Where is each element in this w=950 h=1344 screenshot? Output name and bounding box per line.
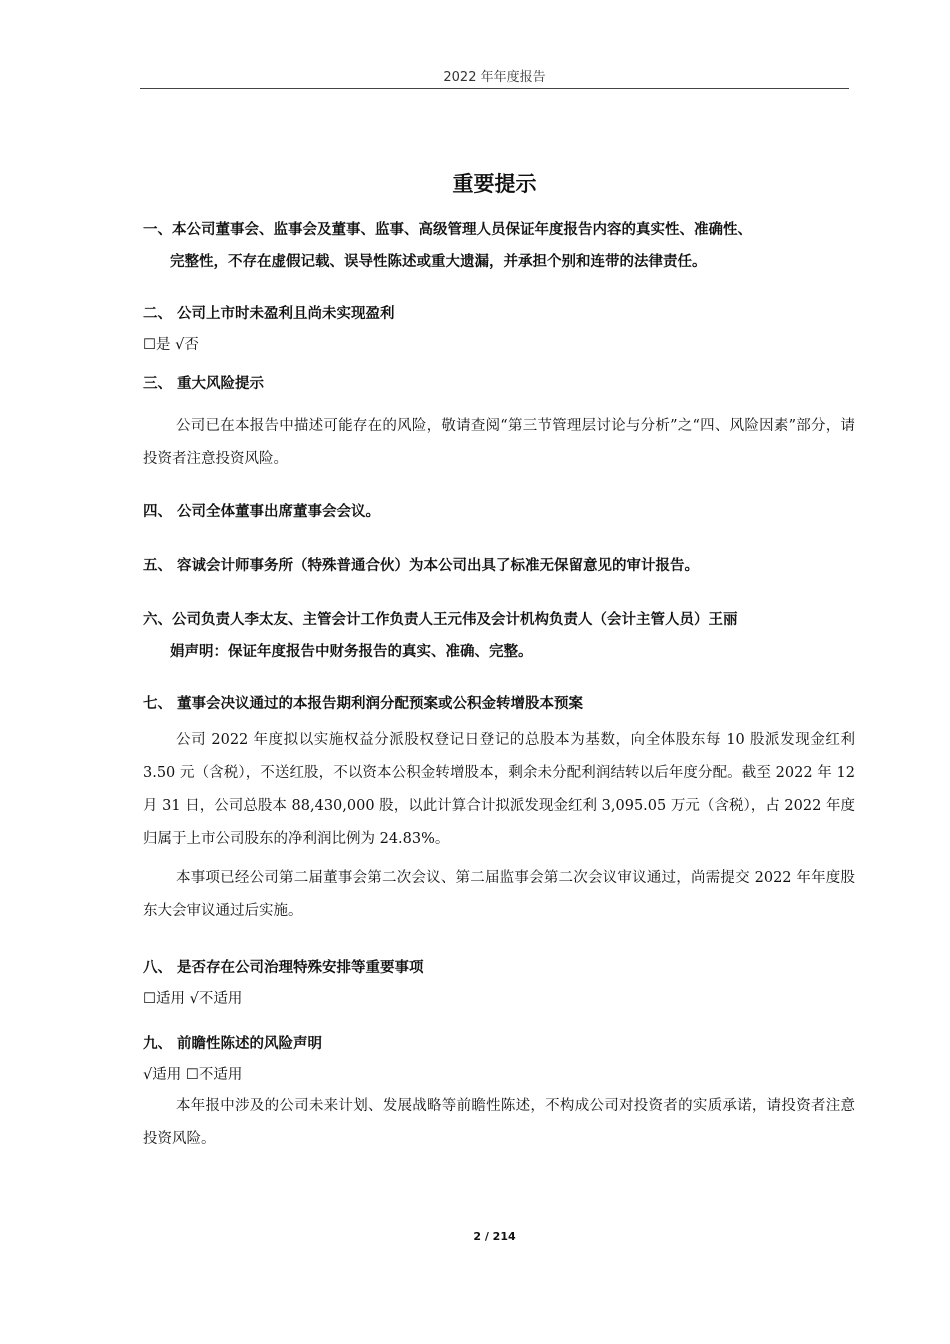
section-8 (143, 952, 855, 1014)
section-5-heading: 五、 容诚会计师事务所（特殊普通合伙）为本公司出具了标准无保留意见的审计报告。 (143, 558, 700, 574)
page-number: 2 / 214 (473, 1230, 516, 1243)
section-4 (143, 496, 855, 528)
header-divider (140, 88, 849, 89)
section-8-options: ☐适用 √不适用 (143, 991, 243, 1007)
section-9-heading: 九、 前瞻性陈述的风险声明 (143, 1036, 323, 1052)
section-7-heading: 七、 董事会决议通过的本报告期利润分配预案或公积金转增股本预案 (143, 696, 584, 712)
section-9 (143, 1028, 855, 1156)
section-3-heading: 三、 重大风险提示 (143, 376, 265, 392)
page-header: 2022 年年度报告 (443, 70, 546, 85)
section-6-heading-line1: 六、公司负责人李太友、主管会计工作负责人王元伟及会计机构负责人（会计主管人员）王丽 (143, 612, 738, 628)
section-7-paragraph-2: 本事项已经公司第二届董事会第二次会议、第二届监事会第二次会议审议通过，尚需提交 2022 年年度股东大会审议通过后实施。 (143, 870, 855, 919)
section-6-heading (143, 604, 855, 668)
section-2 (143, 298, 855, 360)
page-title: 重要提示 (452, 172, 537, 196)
section-9-options: √适用 ☐不适用 (143, 1067, 243, 1083)
section-5 (143, 550, 855, 582)
section-3 (143, 368, 855, 476)
section-6-heading-line2: 娟声明：保证年度报告中财务报告的真实、准确、完整。 (170, 644, 533, 660)
section-1 (143, 214, 855, 278)
section-3-paragraph: 公司已在本报告中描述可能存在的风险，敬请查阅“第三节管理层讨论与分析”之“四、风险因素”部分，请投资者注意投资风险。 (143, 418, 855, 467)
section-7 (143, 688, 855, 928)
section-9-paragraph: 本年报中涉及的公司未来计划、发展战略等前瞻性陈述，不构成公司对投资者的实质承诺，请投资者注意投资风险。 (143, 1098, 855, 1147)
section-6 (143, 604, 855, 668)
section-2-options: ☐是 √否 (143, 337, 199, 353)
section-1-heading-line1: 一、本公司董事会、监事会及董事、监事、高级管理人员保证年度报告内容的真实性、准确性、 (143, 222, 752, 238)
section-8-heading: 八、 是否存在公司治理特殊安排等重要事项 (143, 960, 424, 976)
section-2-heading: 二、 公司上市时未盈利且尚未实现盈利 (143, 306, 395, 322)
section-1-heading-line2: 完整性，不存在虚假记载、误导性陈述或重大遗漏，并承担个别和连带的法律责任。 (170, 254, 707, 270)
section-1-heading (143, 214, 855, 278)
document-body (143, 214, 855, 1156)
section-7-paragraph-1: 公司 2022 年度拟以实施权益分派股权登记日登记的总股本为基数，向全体股东每 10 股派发现金红利 3.50 元（含税），不送红股，不以资本公积金转增股本，剩余未分配利润结转以后年度分配。截至 2022 年 12 月 31 日，公司总股本 88,430,000 股，以此计算合计拟派发现金红利 3,095.05 万元（含税），占 2022 年度归属于上市公司股东的净利润比例为 24.83%。 (143, 732, 855, 847)
section-4-heading: 四、 公司全体董事出席董事会会议。 (143, 504, 381, 520)
